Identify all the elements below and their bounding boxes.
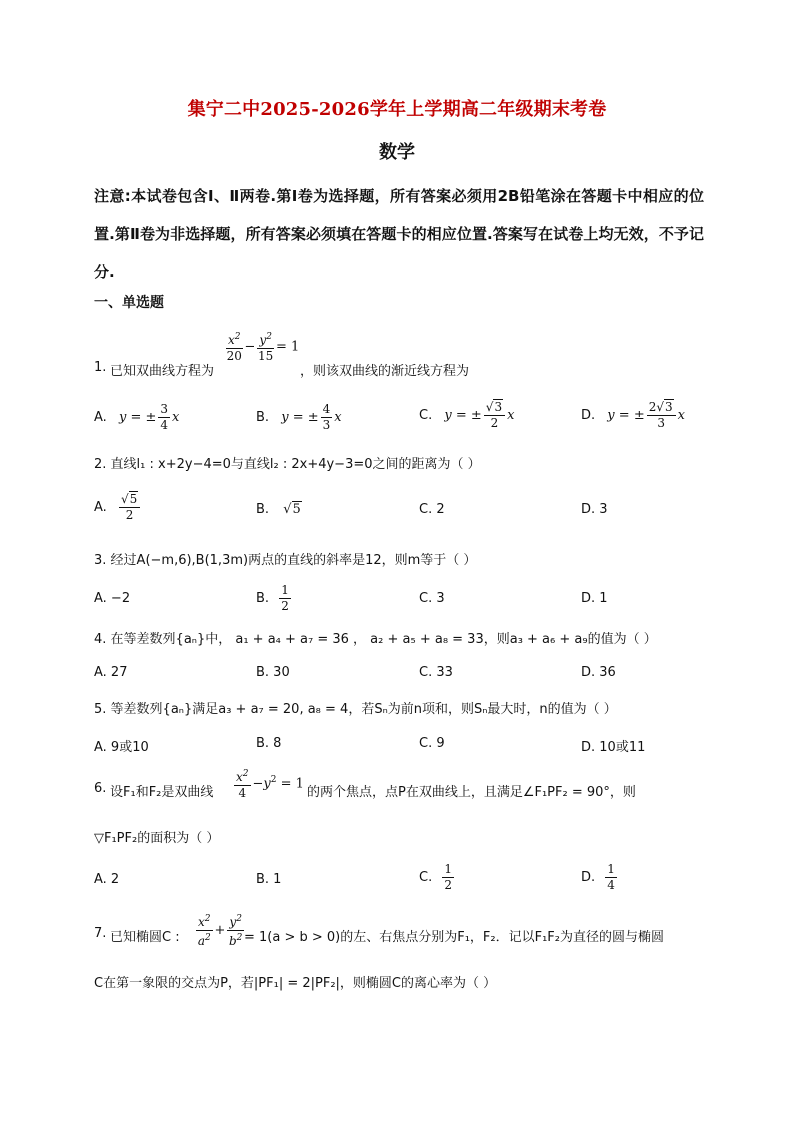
question-number: 4. xyxy=(94,632,107,647)
question-number: 3. xyxy=(94,553,107,568)
option-a[interactable]: A. 2 xyxy=(94,872,120,887)
question-text: 已知双曲线方程为 xyxy=(110,364,215,379)
question-number: 1. xyxy=(94,360,107,375)
question-text: 经过A(−m,6),B(1,3m)两点的直线的斜率是12，则m等于（ ） xyxy=(110,553,477,568)
subject-title: 数学 xyxy=(379,142,415,163)
option-d[interactable]: D. 10或11 xyxy=(581,740,646,755)
question-number: 7. xyxy=(94,926,107,941)
option-d[interactable]: D. y = ± $\frac{2√3}{3}$ x xyxy=(581,400,685,430)
option-b[interactable]: B. $\frac{1}{2}$ xyxy=(256,583,289,613)
exam-notice: 注意:本试卷包含Ⅰ、Ⅱ两卷.第Ⅰ卷为选择题，所有答案必须用2B铅笔涂在答题卡中相应的位置.第Ⅱ卷为非选择题，所有答案必须填在答题卡的相应位置.答案写在试卷上均无效，不予记分. xyxy=(94,187,704,281)
question-text: 直线l₁ : x+2y−4=0与直线l₂ : 2x+4y−3=0之间的距离为（ ） xyxy=(110,457,481,472)
option-c[interactable]: C. 3 xyxy=(419,591,445,606)
option-d[interactable]: D. 1 xyxy=(581,591,608,606)
question-text: 在等差数列{aₙ}中， a₁ + a₄ + a₇ = 36 ， a₂ + a₅ + a₈ = 33，则a₃ + a₆ + a₉的值为（ ） xyxy=(110,632,657,647)
question-number: 6. xyxy=(94,781,107,796)
option-b[interactable]: B. √5 xyxy=(256,502,301,517)
question-text-continued: ▽F₁PF₂的面积为（ ） xyxy=(94,831,220,846)
option-c[interactable]: C. 2 xyxy=(419,502,445,517)
option-a[interactable]: A. 27 xyxy=(94,665,128,680)
option-c[interactable]: C. $\frac{1}{2}$ xyxy=(419,862,452,892)
question-text-end: ，则该双曲线的渐近线方程为 xyxy=(300,364,470,379)
option-b[interactable]: B. 1 xyxy=(256,872,282,887)
exam-title: 集宁二中2025-2026学年上学期高二年级期末考卷 xyxy=(187,99,607,120)
question-text-end: 的两个焦点，点P在双曲线上，且满足∠F₁PF₂ = 90°，则 xyxy=(307,785,636,800)
option-d[interactable]: D. 36 xyxy=(581,665,616,680)
question-2 xyxy=(94,453,714,472)
option-b[interactable]: B. 8 xyxy=(256,736,282,751)
question-text: 等差数列{aₙ}满足a₃ + a₇ = 20, a₈ = 4，若Sₙ为前n项和，则Sₙ最大时，n的值为（ ） xyxy=(110,702,617,717)
option-d[interactable]: D. $\frac{1}{4}$ xyxy=(581,862,615,892)
question-number: 5. xyxy=(94,702,107,717)
option-c[interactable]: C. 9 xyxy=(419,736,445,751)
ellipse-equation: $\frac{x^2}{a^2}$ + $\frac{y^2}{b^2}$ xyxy=(197,914,243,948)
option-a[interactable]: A. 9或10 xyxy=(94,740,149,755)
option-d[interactable]: D. 3 xyxy=(581,502,608,517)
option-c[interactable]: C. y = ± $\frac{√3}{2}$ x xyxy=(419,400,515,430)
option-a[interactable]: A. −2 xyxy=(94,591,131,606)
section-heading: 一、单选题 xyxy=(94,295,164,311)
question-text: 已知椭圆C : xyxy=(110,930,180,945)
question-text-continued: C在第一象限的交点为P，若|PF₁| = 2|PF₂|，则椭圆C的离心率为（ ） xyxy=(94,976,497,991)
question-number: 2. xyxy=(94,457,107,472)
option-a[interactable]: A. y = ± $\frac{3}{4}$ x xyxy=(94,402,180,432)
question-4 xyxy=(94,628,714,647)
option-c[interactable]: C. 33 xyxy=(419,665,453,680)
option-b[interactable]: B. 30 xyxy=(256,665,290,680)
question-3 xyxy=(94,549,714,568)
question-text-end: = 1(a > b > 0)的左、右焦点分别为F₁，F₂．记以F₁F₂为直径的圆与椭圆 xyxy=(244,930,664,945)
question-5 xyxy=(94,698,714,717)
hyperbola-equation: $\frac{x^2}{20}$ − $\frac{y^2}{15}$ = 1 xyxy=(226,332,300,363)
option-a[interactable]: A. $\frac{√5}{2}$ xyxy=(94,492,142,523)
hyperbola-equation: $\frac{x^2}{4}$ $-y^2 = 1$ xyxy=(236,769,304,800)
question-text: 设F₁和F₂是双曲线 xyxy=(110,785,214,800)
option-b[interactable]: B. y = ± $\frac{4}{3}$ x xyxy=(256,402,342,432)
